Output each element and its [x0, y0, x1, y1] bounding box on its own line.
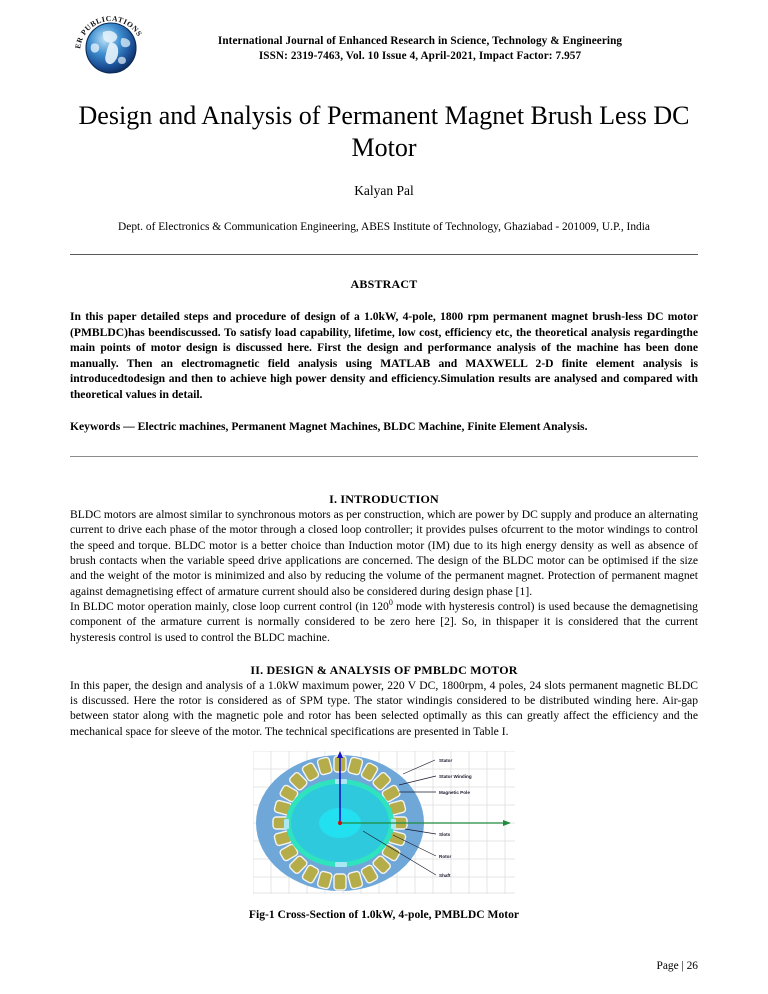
- abstract-heading: ABSTRACT: [350, 277, 418, 291]
- intro-p2-part2: mode with hysteresis control) is used because the demagnetising component of the armature current is normally considered to be zero here [2]. So, in thispaper it is considered that the current hysteresis control is used to control the BLDC machine.: [70, 599, 698, 644]
- divider-bottom: [70, 456, 698, 457]
- degree-superscript: 0: [388, 598, 393, 608]
- label-stator: Stator: [439, 758, 453, 764]
- motor-cross-section-figure: [253, 751, 515, 894]
- label-stator-winding: Stator Winding: [439, 774, 472, 780]
- paper-author: Kalyan Pal: [354, 183, 414, 198]
- label-shaft: Shaft: [439, 873, 451, 879]
- journal-masthead: [70, 0, 698, 86]
- motor-diagram: [253, 751, 515, 894]
- figure-container: [70, 751, 698, 894]
- figure-caption: Fig-1 Cross-Section of 1.0kW, 4-pole, PMBLDC Motor: [248, 908, 520, 922]
- label-magnetic-pole: Magnetic Pole: [439, 790, 470, 796]
- design-paragraph-1: In this paper, the design and analysis of a 1.0kW maximum power, 220 V DC, 1800rpm, 4 poles, 24 slots permanent magnetic BLDC is discussed. Here the rotor is considered as of SPM type. The stator windingis considered to be distributed winding here. Air-gap between stator along with the magnetic pole and rotor has been selected optimally as this can greatly affect the efficiency and the mechanical space for sleeve of the motor. The technical specifications are presented in Table I.: [70, 678, 698, 738]
- page-footer: Page | 26: [656, 960, 698, 972]
- label-slots: Slots: [439, 832, 451, 838]
- globe-icon: [72, 12, 150, 78]
- section-heading-introduction: I. INTRODUCTION: [329, 492, 439, 507]
- journal-name: International Journal of Enhanced Research in Science, Technology & Engineering: [217, 35, 623, 47]
- abstract-text: In this paper detailed steps and procedure of design of a 1.0kW, 4-pole, 1800 rpm permanent magnet brush-less DC motor (PMBLDC)has beendiscussed. To satisfy load capability, lifetime, low cost, efficiency etc, the theoretical analysis regardingthe main points of motor design is discussed here. First the design and performance analysis of the machine has been done manually. Then an electromagnetic field analysis using MATLAB and MAXWELL 2-D finite element analysis is introducedtodesign and then to achieve high power density and efficiency.Simulation results are analysed and compared with theoretical values in detail.: [70, 310, 698, 401]
- publisher-logo: [72, 12, 150, 78]
- figure-labels: [439, 758, 472, 878]
- paper-title: Design and Analysis of Permanent Magnet Brush Less DC Motor: [78, 101, 690, 162]
- origin-marker: [338, 821, 342, 825]
- journal-info: [150, 12, 698, 64]
- author-affiliation: Dept. of Electronics & Communication Engineering, ABES Institute of Technology, Ghaziabad - 201009, U.P., India: [118, 221, 650, 233]
- introduction-paragraph-2: [70, 599, 698, 645]
- journal-issue-line: ISSN: 2319-7463, Vol. 10 Issue 4, April-2021, Impact Factor: 7.957: [258, 50, 582, 62]
- svg-text:ER PUBLICATIONS: ER PUBLICATIONS: [73, 13, 145, 50]
- section-heading-design: II. DESIGN & ANALYSIS OF PMBLDC MOTOR: [250, 662, 518, 677]
- intro-p2-part1: In BLDC motor operation mainly, close loop current control (in 120: [70, 599, 389, 613]
- label-rotor: Rotor: [439, 854, 452, 860]
- keywords-line: Keywords — Electric machines, Permanent Magnet Machines, BLDC Machine, Finite Element Analysis.: [70, 419, 588, 433]
- introduction-paragraph-1: BLDC motors are almost similar to synchronous motors as per construction, which are power by DC supply and produce an alternating current to drive each phase of the motor through a closed loop controller; it provides pulses ofcurrent to the motor windings to control the speed and torque. BLDC motor is a better choice than Induction motor (IM) due to its high energy density as well as absence of brush contacts when the variable speed drive applications are concerned. The design of the BLDC motor can be optimised if the size and the weight of the motor is minimized and also by reducing the volume of the permanent magnet. Protection of permanent magnet against demagnetising effect of armature current should also be considered during design phase [1].: [70, 508, 698, 598]
- divider-top: [70, 254, 698, 255]
